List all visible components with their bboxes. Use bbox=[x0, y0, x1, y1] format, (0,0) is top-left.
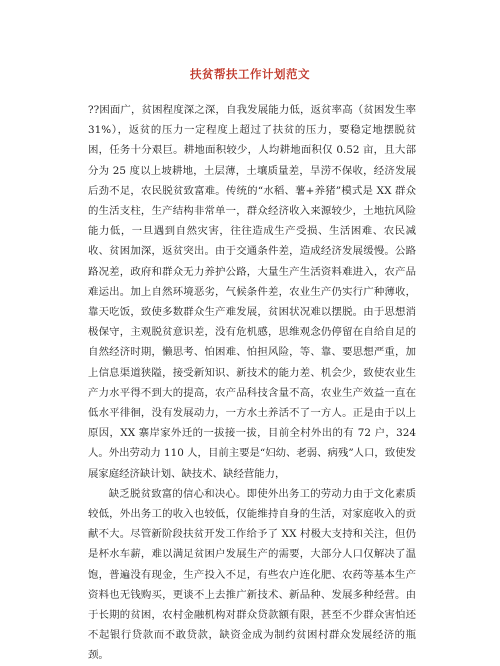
document-body bbox=[88, 100, 416, 666]
body-paragraph-2: 缺乏脱贫致富的信心和决心。即使外出务工的劳动力由于文化素质较低，外出务工的收入也较低，仅能维持自身的生活，对家庭收入的贡献不大。尽管新阶段扶贫开发工作给予了 XX 村极大支持和关注，但仍是杯水车薪，难以满足贫困户发展生产的需要，大部分人口仅解决了温饱，普遍没有现金，生产投入不足，有些农户连化肥、农药等基本生产资料也无钱购买，更谈不上去推广新技术、新品种、发展多种经营。由于长期的贫困，农村金融机构对群众贷款额有限，甚至不少群众害怕还不起银行贷款而不敢贷款，缺资金成为制约贫困村群众发展经济的瓶颈。 bbox=[88, 487, 416, 662]
body-paragraph-1: ??困面广，贫困程度深之深，自我发展能力低，返贫率高（贫困发生率 31%），返贫的压力一定程度上超过了扶贫的压力，要稳定地摆脱贫困，任务十分艰巨。耕地面积较少，人均耕地面积仅 0.52 亩，且大部分为 25 度以上坡耕地，土层薄，土壤质量差，旱涝不保收，经济发展后劲不足，农民脱贫致富难。传统的“水稻、薯+养猪”模式是 XX 群众的生活支柱，生产结构非常单一，群众经济收入来源较少，土地抗风险能力低，一旦遇到自然灾害，往往造成生产受损、生活困难、农民减收、贫困加深，返贫突出。由于交通条件差，造成经济发展缓慢。公路路况差，政府和群众无力养护公路，大量生产生活资料难进入，农产品难运出。加上自然环境恶劣，气候条件差，农业生产仍实行广种薄收，靠天吃饭，致使多数群众生产难发展，贫困状况难以摆脱。由于思想消极保守，主观脱贫意识差，没有危机感，思维观念仍停留在自给自足的自然经济时期，懒思考、怕困难、怕担风险，等、靠、要思想严重，加上信息渠道狭隘，接受新知识、新技术的能力差、机会少，致使农业生产力水平得不到大的提高，农产品科技含量不高，农业生产效益一直在低水平徘徊，没有发展动力，一方水土养活不了一方人。正是由于以上原因，XX 寨岸家外迁的一拔接一拔，目前全村外出的有 72 户，324 人。外出劳动力 110 人，目前主要是“妇幼、老弱、病残”人口，致使发展家庭经济缺计划、缺技术、缺经营能力， bbox=[88, 104, 416, 480]
document-title: 扶贫帮扶工作计划范文 bbox=[190, 67, 310, 81]
